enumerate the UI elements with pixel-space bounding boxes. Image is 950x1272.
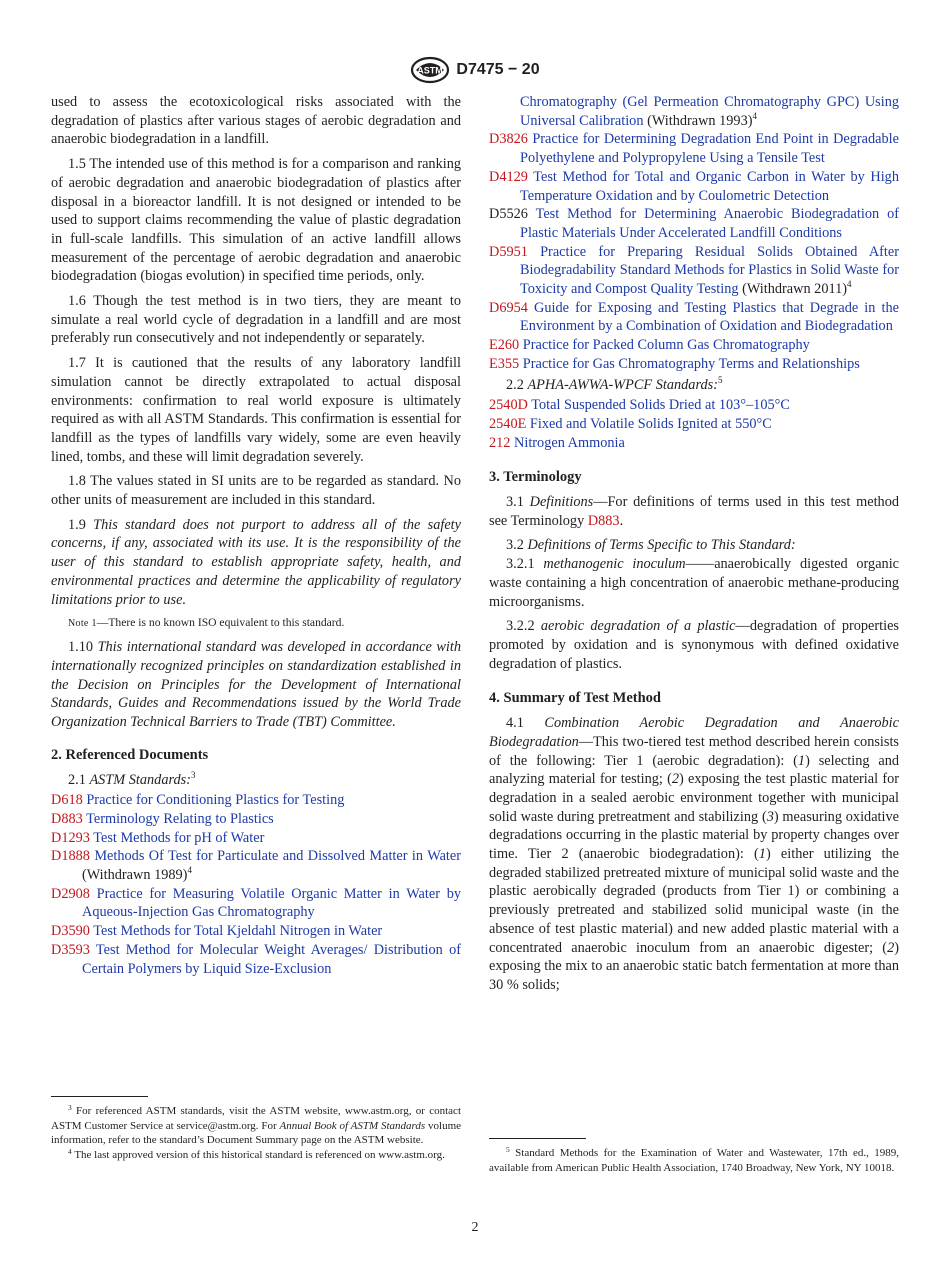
reference-item [489,205,899,242]
reference-item [51,941,461,978]
reference-item [489,299,899,336]
reference-title-link[interactable]: Practice for Preparing Residual Solids Obtained After Biodegradability Standard Methods for Plastics in Solid Waste for Toxicity and Compost Quality Testing [520,243,900,298]
paragraph-1-9: 1.9 This standard does not purport to address all of the safety concerns, if any, associated with its use. It is the responsibility of the user of this standard to establish appropriate safety, health, and environmental practices and determine the applicability of regulatory limitations prior to use. [51,516,461,608]
reference-item [489,396,899,415]
reference-status: (Withdrawn 1989) [82,867,188,884]
paragraph-intro: used to assess the ecotoxicological risks associated with the degradation of plastics after various stages of aerobic degradation and anaerobic biodegradation in a landfill. [51,94,461,148]
reference-title-link[interactable]: Test Method for Molecular Weight Averages/ Distribution of Certain Polymers by Liquid Size-Exclusion [82,941,461,977]
footnotes-left [51,1104,461,1163]
page-number: 2 [471,1220,479,1235]
reference-item [489,355,899,374]
section-2-heading: 2. Referenced Documents [51,746,209,763]
reference-code-link[interactable]: D1293 [51,829,90,846]
right-column [489,93,899,1001]
reference-code-link[interactable]: D6954 [489,299,528,316]
left-column [51,93,461,978]
footnote-4: $^4$ The last approved version of this historical standard is referenced on www.astm.org. [68,1147,445,1162]
reference-item [489,434,899,453]
reference-title-link[interactable]: Practice for Conditioning Plastics for Testing [86,792,345,809]
reference-title-link[interactable]: Test Method for Total and Organic Carbon in Water by High Temperature Oxidation and by Coulometric Detection [520,168,899,204]
reference-title-link[interactable]: Practice for Measuring Volatile Organic Matter in Water by Aqueous-Injection Gas Chromatography [82,885,461,921]
subsection-2-2: 2.2 APHA-AWWA-WPCF Standards:$^5$ [506,374,723,393]
reference-title-link[interactable]: Test Methods for pH of Water [93,829,265,846]
reference-code-link[interactable]: D618 [51,792,83,809]
paragraph-3-2-2: 3.2.2 aerobic degradation of a plastic—degradation of properties promoted by oxidation and is synonymous with defined oxidative degradation of plastics. [489,618,899,672]
reference-title-link[interactable]: Nitrogen Ammonia [514,434,625,451]
reference-code-link[interactable]: D1888 [51,848,90,865]
reference-code-link[interactable]: D5951 [489,243,528,260]
paragraph-1-7: 1.7 It is cautioned that the results of any laboratory landfill simulation cannot be directly extrapolated to actual disposal environments: confirmation to real world exposure is ultimately required as with all ASTM Standards. This confirmation is essential for landfill as the types of landfills vary widely, some are even heavily lined, tombs, and these will limit degradation severely. [51,355,461,465]
reference-code-link[interactable]: D2908 [51,885,90,902]
footnote-marker: 4 [847,279,852,290]
reference-item [489,415,899,434]
reference-code-link[interactable]: D5526 [489,206,528,223]
footnote-3: $^3$ For referenced ASTM standards, visit the ASTM website, www.astm.org, or contact ASTM Customer Service at service@astm.org. For Annual Book of ASTM Standards volume information, refer to the standard’s Document Summary page on the ASTM website. [51,1103,462,1147]
paragraph-1-10: 1.10 This international standard was developed in accordance with internationally recognized principles on standardization established in the Decision on Principles for the Development of International Standards, Guides and Recommendations issued by the World Trade Organization Technical Barriers to Trade (TBT) Committee. [51,639,461,731]
reference-code-link[interactable]: 212 [489,434,511,451]
footnote-5: $^5$ Standard Methods for the Examination of Water and Wastewater, 17th ed., 1989, available from American Public Health Association, 1740 Broadway, New York, NY 10018. [489,1145,899,1174]
section-4-heading: 4. Summary of Test Method [489,690,661,707]
d883-link[interactable]: D883 [587,512,620,529]
reference-status: (Withdrawn 2011) [742,281,848,298]
svg-text:ASTM: ASTM [417,65,444,76]
paragraph-3-2: 3.2 Definitions of Terms Specific to This Standard: [506,537,796,554]
paragraph-4-1: 4.1 Combination Aerobic Degradation and Anaerobic Biodegradation—This two-tiered test method described herein consists of the following: Tier 1 (aerobic degradation): (1) selecting and analyzing material for testing; (2) exposing the test plastic material for degradation in a sealed aerobic environment together with municipal solid waste during pretreatment and stabilizing (3) measuring oxidative degradations occurring in the plastic material by property changes over time. Tier 2 (anaerobic biodegradation): (1) either utilizing the degraded stabilized pretreated mixture of municipal solid waste and the plastic aerobically degraded (products from Tier 1) or combining a previously pretreated and stabilized solid municipal waste (in the absence of test plastic material) and new added plastic material with a concentrated anaerobic inoculum from an anaerobic digester; (2) exposing the mix to an anaerobic static batch fermentation at more than 30 % solids; [489,715,899,993]
reference-code-link[interactable]: 2540D [489,397,528,414]
page-header [0,56,950,84]
reference-title-link[interactable]: Test Methods for Total Kjeldahl Nitrogen in Water [93,923,383,940]
paragraph-1-5: 1.5 The intended use of this method is for a comparison and ranking of aerobic degradation and anaerobic biodegradation of plastics after disposal in a bioreactor landfill. It is not designed or intended to be used to support claims recommending the value of plastic degradation in full-scale landfills. This simulation of an active landfill allows measurement of the percentage of aerobic degradation and anaerobic biodegradation (biogas evolution) in specified time periods, only. [51,156,461,285]
reference-title-link[interactable]: Total Suspended Solids Dried at 103°–105°C [531,397,790,414]
reference-item [489,130,899,167]
reference-code-link[interactable]: D3826 [489,131,528,148]
reference-item [489,168,899,205]
reference-code-link[interactable]: 2540E [489,415,527,432]
reference-item [489,336,899,355]
reference-item [51,810,461,829]
footnotes-right [489,1146,899,1175]
reference-code-link[interactable]: E260 [489,337,520,354]
reference-code-link[interactable]: D3590 [51,923,90,940]
reference-code-link[interactable]: D4129 [489,168,528,185]
paragraph-3-2-1: 3.2.1 methanogenic inoculum——anaerobically digested organic waste containing a high concentration of anaerobic methane-producing microorganisms. [489,556,900,610]
reference-item [51,829,461,848]
astm-reference-list [51,791,461,978]
reference-item [51,847,461,884]
reference-title-link[interactable]: Practice for Packed Column Gas Chromatography [522,337,810,354]
astm-logo-icon [410,56,450,84]
note-1: Note 1—There is no known ISO equivalent to this standard. [68,616,345,630]
astm-reference-list-continued [489,130,899,373]
paragraph-1-6: 1.6 Though the test method is in two tiers, they are meant to simulate a real world cycle of degradation in a landfill and are most preferably run consecutively and not independently or separately. [51,293,461,347]
reference-continued: Chromatography (Gel Permeation Chromatography GPC) Using Universal Calibration (Withdrawn 1993)$^4$ [520,94,899,129]
reference-item [51,791,461,810]
subsection-2-1: 2.1 ASTM Standards:$^3$ [68,769,196,788]
reference-code-link[interactable]: D883 [51,810,83,827]
reference-title-link[interactable]: Test Method for Determining Anaerobic Biodegradation of Plastic Materials Under Accelerated Landfill Conditions [520,206,899,241]
standard-designation: D7475 − 20 [456,61,540,78]
reference-title-link[interactable]: Terminology Relating to Plastics [86,810,274,827]
paragraph-3-1: 3.1 Definitions—For definitions of terms used in this test method see Terminology D883. [489,494,899,529]
apha-reference-list [489,396,899,452]
reference-title-link[interactable]: Fixed and Volatile Solids Ignited at 550°C [529,415,772,432]
reference-code-link[interactable]: D3593 [51,941,90,958]
reference-item [489,243,899,299]
reference-title-link[interactable]: Guide for Exposing and Testing Plastics that Degrade in the Environment by a Combination of Oxidation and Biodegradation [520,299,899,335]
reference-title-link[interactable]: Methods Of Test for Particulate and Dissolved Matter in Water [94,848,461,865]
section-3-heading: 3. Terminology [489,469,582,486]
footnote-marker: 4 [187,865,192,876]
reference-title-link[interactable]: Practice for Gas Chromatography Terms and Relationships [522,355,860,372]
reference-item [51,922,461,941]
reference-link[interactable]: Chromatography (Gel Permeation Chromatography GPC) Using Universal Calibration [520,94,899,129]
footnote-rule-right [489,1138,586,1139]
reference-code-link[interactable]: E355 [489,355,520,372]
reference-title-link[interactable]: Practice for Determining Degradation End Point in Degradable Polyethylene and Polypropylene Using a Tensile Test [520,131,899,167]
paragraph-1-8: 1.8 The values stated in SI units are to be regarded as standard. No other units of measurement are included in this standard. [51,473,461,509]
footnote-rule-left [51,1096,148,1097]
reference-item [51,885,461,922]
